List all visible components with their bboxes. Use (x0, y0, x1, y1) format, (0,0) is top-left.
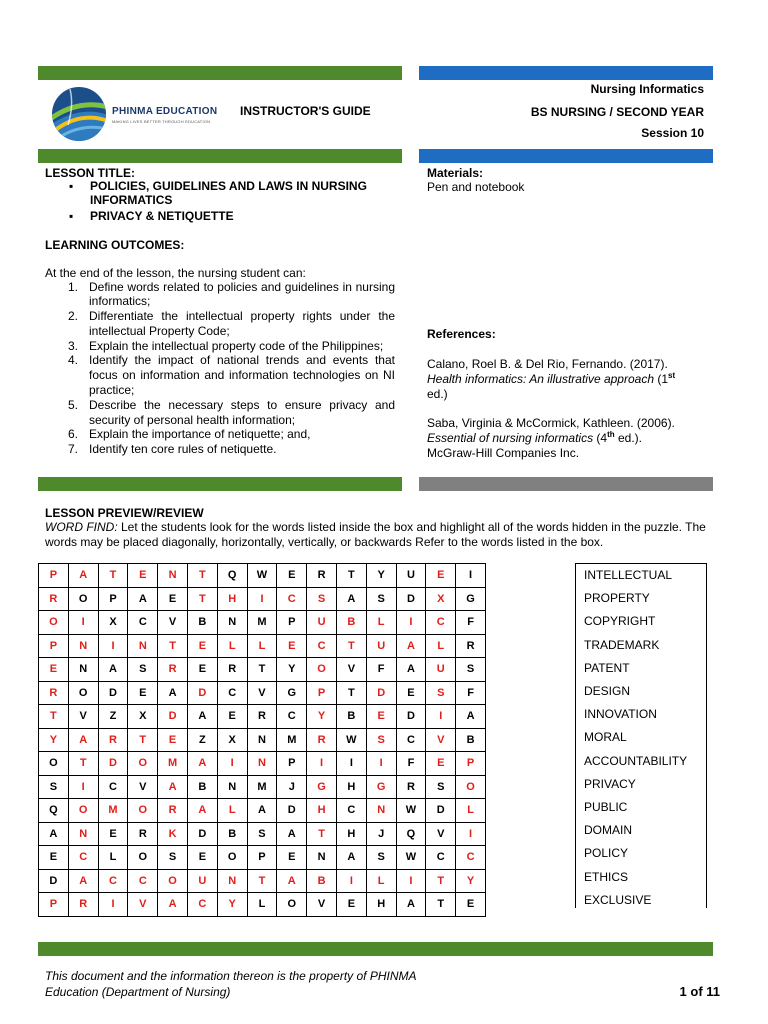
grid-cell: R (98, 728, 128, 752)
grid-cell: N (217, 611, 247, 635)
grid-cell: V (128, 893, 158, 917)
grid-cell: E (366, 705, 396, 729)
grid-cell: T (187, 587, 217, 611)
outcome-item: 2. Differentiate the intellectual property rights under the intellectual Property Code; (68, 309, 395, 338)
grid-row (39, 846, 486, 870)
grid-cell: O (68, 587, 98, 611)
grid-cell: O (128, 846, 158, 870)
grid-cell: Y (277, 658, 307, 682)
grid-cell: B (456, 728, 486, 752)
grid-cell: E (128, 564, 158, 588)
grid-row (39, 705, 486, 729)
grid-cell: I (336, 752, 366, 776)
grid-cell: E (128, 681, 158, 705)
grid-cell: C (426, 611, 456, 635)
grid-cell: I (396, 869, 426, 893)
lesson-title-label: LESSON TITLE: (45, 166, 135, 180)
grid-cell: S (366, 846, 396, 870)
grid-cell: E (277, 634, 307, 658)
grid-cell: C (217, 681, 247, 705)
grid-cell: V (426, 728, 456, 752)
lesson-bar-right (419, 149, 713, 163)
preview-section (45, 506, 717, 549)
grid-cell: I (68, 611, 98, 635)
grid-row (39, 752, 486, 776)
grid-cell: O (128, 799, 158, 823)
program-name: BS NURSING / SECOND YEAR (530, 105, 704, 119)
grid-row (39, 775, 486, 799)
grid-cell: S (366, 728, 396, 752)
grid-cell: A (277, 822, 307, 846)
grid-cell: N (68, 822, 98, 846)
grid-cell: S (158, 846, 188, 870)
grid-cell: A (128, 587, 158, 611)
grid-cell: W (396, 846, 426, 870)
grid-cell: L (456, 799, 486, 823)
grid-cell: I (336, 869, 366, 893)
grid-cell: T (247, 869, 277, 893)
grid-cell: T (187, 564, 217, 588)
grid-cell: H (217, 587, 247, 611)
grid-row (39, 893, 486, 917)
grid-cell: U (307, 611, 337, 635)
grid-cell: D (158, 705, 188, 729)
lesson-bar-left (38, 149, 402, 163)
grid-cell: E (158, 587, 188, 611)
grid-row (39, 634, 486, 658)
grid-cell: A (336, 846, 366, 870)
grid-cell: A (158, 893, 188, 917)
grid-cell: F (456, 681, 486, 705)
grid-cell: E (426, 564, 456, 588)
grid-cell: W (247, 564, 277, 588)
word-list-item: ETHICS (584, 869, 629, 884)
org-tagline: MAKING LIVES BETTER THROUGH EDUCATION (112, 119, 211, 124)
grid-cell: O (68, 681, 98, 705)
grid-cell: D (187, 681, 217, 705)
grid-cell: C (396, 728, 426, 752)
preview-bar-right (419, 477, 713, 491)
grid-cell: P (307, 681, 337, 705)
grid-cell: E (98, 822, 128, 846)
page-number: 1 of 11 (679, 984, 720, 999)
grid-cell: I (98, 634, 128, 658)
grid-cell: O (307, 658, 337, 682)
grid-cell: E (187, 846, 217, 870)
grid-cell: J (366, 822, 396, 846)
grid-cell: M (247, 611, 277, 635)
grid-cell: A (396, 634, 426, 658)
grid-cell: C (277, 587, 307, 611)
grid-cell: R (39, 587, 69, 611)
grid-cell: A (187, 799, 217, 823)
lesson-title-item: ▪ PRIVACY & NETIQUETTE (69, 209, 234, 223)
lesson-title-item: ▪ POLICIES, GUIDELINES AND LAWS IN NURSING INFORMATICS (69, 179, 367, 207)
grid-cell: H (336, 822, 366, 846)
grid-cell: I (456, 822, 486, 846)
grid-cell: F (456, 611, 486, 635)
grid-cell: P (98, 587, 128, 611)
grid-cell: C (68, 846, 98, 870)
grid-cell: E (336, 893, 366, 917)
grid-cell: U (187, 869, 217, 893)
outcomes-list (45, 280, 395, 458)
grid-cell: S (307, 587, 337, 611)
grid-cell: S (128, 658, 158, 682)
word-list-item: MORAL (584, 730, 627, 745)
grid-cell: A (456, 705, 486, 729)
grid-cell: A (158, 775, 188, 799)
header-bar-left (38, 66, 402, 80)
grid-cell: M (247, 775, 277, 799)
word-list-item: ACCOUNTABILITY (584, 753, 688, 768)
grid-cell: V (307, 893, 337, 917)
grid-cell: S (366, 587, 396, 611)
lesson-titles (45, 180, 395, 224)
outcome-item: 6. Explain the importance of netiquette; and, (68, 427, 311, 442)
outcome-item: 5. Describe the necessary steps to ensure privacy and security of personal health information; (68, 397, 395, 427)
grid-cell: I (456, 564, 486, 588)
reference-1: Calano, Roel B. & Del Rio, Fernando. (2017). Health informatics: An illustrative approach (1st ed.) (427, 357, 676, 401)
grid-cell: L (426, 634, 456, 658)
grid-cell: C (98, 869, 128, 893)
grid-cell: L (366, 611, 396, 635)
grid-cell: A (68, 728, 98, 752)
grid-cell: R (128, 822, 158, 846)
grid-cell: E (187, 634, 217, 658)
grid-cell: K (158, 822, 188, 846)
grid-cell: X (217, 728, 247, 752)
grid-cell: R (39, 681, 69, 705)
grid-cell: G (366, 775, 396, 799)
grid-cell: L (217, 799, 247, 823)
grid-cell: B (187, 611, 217, 635)
preview-instructions: WORD FIND: Let the students look for the words listed inside the box and highlight all of the words hidden in the puzzle. The words may be placed diagonally, horizontally, vertically, or backwards Refer to the words listed in the box. (45, 520, 706, 549)
outcome-item: 4. Identify the impact of national trends and events that focus on information and information technologies on NI practice; (68, 353, 395, 398)
grid-cell: V (247, 681, 277, 705)
grid-cell: N (217, 775, 247, 799)
grid-cell: D (39, 869, 69, 893)
grid-cell: Q (217, 564, 247, 588)
materials-section (427, 166, 712, 194)
grid-cell: T (39, 705, 69, 729)
word-list-item: PUBLIC (584, 800, 628, 815)
grid-cell: P (277, 611, 307, 635)
grid-cell: Z (98, 705, 128, 729)
outcomes-intro: At the end of the lesson, the nursing student can: (45, 265, 306, 280)
grid-cell: G (307, 775, 337, 799)
grid-cell: O (217, 846, 247, 870)
grid-row (39, 587, 486, 611)
grid-cell: C (128, 611, 158, 635)
grid-cell: I (396, 611, 426, 635)
grid-cell: D (396, 587, 426, 611)
grid-cell: N (247, 752, 277, 776)
grid-cell: V (68, 705, 98, 729)
grid-cell: T (128, 728, 158, 752)
grid-cell: D (277, 799, 307, 823)
grid-cell: D (187, 822, 217, 846)
word-list-item: DESIGN (584, 684, 631, 699)
grid-cell: V (426, 822, 456, 846)
word-find-grid (38, 563, 486, 917)
grid-cell: P (277, 752, 307, 776)
grid-cell: M (277, 728, 307, 752)
grid-cell: T (336, 634, 366, 658)
grid-cell: C (98, 775, 128, 799)
grid-cell: E (39, 846, 69, 870)
grid-cell: O (68, 799, 98, 823)
grid-cell: G (277, 681, 307, 705)
grid-cell: A (68, 564, 98, 588)
grid-cell: H (366, 893, 396, 917)
grid-cell: D (98, 681, 128, 705)
grid-cell: N (158, 564, 188, 588)
word-list-item: COPYRIGHT (584, 614, 656, 629)
word-list-item: POLICY (584, 846, 629, 861)
grid-cell: I (247, 587, 277, 611)
session-number: Session 10 (641, 126, 704, 140)
grid-cell: N (366, 799, 396, 823)
grid-cell: Q (39, 799, 69, 823)
grid-cell: O (158, 869, 188, 893)
grid-cell: B (217, 822, 247, 846)
grid-cell: G (456, 587, 486, 611)
grid-cell: N (68, 658, 98, 682)
grid-cell: X (426, 587, 456, 611)
grid-cell: C (456, 846, 486, 870)
grid-cell: Y (39, 728, 69, 752)
grid-cell: O (456, 775, 486, 799)
grid-cell: E (456, 893, 486, 917)
grid-cell: E (217, 705, 247, 729)
grid-row (39, 728, 486, 752)
word-list-item: INNOVATION (584, 707, 657, 722)
grid-cell: D (366, 681, 396, 705)
grid-cell: P (456, 752, 486, 776)
grid-cell: E (187, 658, 217, 682)
grid-cell: L (366, 869, 396, 893)
grid-cell: X (98, 611, 128, 635)
grid-cell: P (39, 634, 69, 658)
grid-cell: H (336, 775, 366, 799)
org-name: PHINMA EDUCATION (112, 106, 218, 117)
grid-cell: I (98, 893, 128, 917)
grid-cell: V (158, 611, 188, 635)
grid-row (39, 564, 486, 588)
grid-cell: S (426, 681, 456, 705)
grid-cell: N (128, 634, 158, 658)
preview-label: LESSON PREVIEW/REVIEW (45, 506, 204, 520)
grid-cell: S (247, 822, 277, 846)
grid-cell: A (187, 705, 217, 729)
grid-cell: O (277, 893, 307, 917)
footer-disclaimer: This document and the information thereon is the property of PHINMA Education (Department of Nursing) (45, 969, 417, 999)
grid-cell: N (247, 728, 277, 752)
grid-cell: A (158, 681, 188, 705)
grid-cell: W (396, 799, 426, 823)
grid-cell: L (217, 634, 247, 658)
grid-cell: N (68, 634, 98, 658)
grid-cell: O (39, 752, 69, 776)
grid-cell: C (426, 846, 456, 870)
grid-cell: C (277, 705, 307, 729)
grid-cell: X (128, 705, 158, 729)
grid-cell: E (158, 728, 188, 752)
grid-cell: I (217, 752, 247, 776)
grid-cell: F (396, 752, 426, 776)
grid-cell: L (247, 634, 277, 658)
grid-cell: T (247, 658, 277, 682)
reference-2: Saba, Virginia & McCormick, Kathleen. (2006). Essential of nursing informatics (4th ed.). McGraw-Hill Companies Inc. (427, 416, 675, 460)
grid-cell: R (307, 728, 337, 752)
grid-cell: L (98, 846, 128, 870)
grid-cell: W (336, 728, 366, 752)
grid-cell: Q (396, 822, 426, 846)
grid-cell: P (39, 564, 69, 588)
grid-cell: T (336, 564, 366, 588)
grid-cell: A (336, 587, 366, 611)
grid-cell: C (187, 893, 217, 917)
learning-outcomes-label: LEARNING OUTCOMES: (45, 237, 185, 252)
word-list-item: DOMAIN (584, 823, 632, 838)
grid-cell: R (456, 634, 486, 658)
grid-cell: R (247, 705, 277, 729)
grid-cell: R (217, 658, 247, 682)
word-list-item: PRIVACY (584, 776, 636, 791)
word-list-item: PROPERTY (584, 591, 650, 606)
grid-cell: I (426, 705, 456, 729)
materials-label: Materials: (427, 166, 484, 180)
grid-row (39, 658, 486, 682)
grid-cell: V (128, 775, 158, 799)
references-section (427, 327, 712, 461)
grid-cell: T (307, 822, 337, 846)
grid-cell: O (128, 752, 158, 776)
grid-cell: T (426, 893, 456, 917)
grid-cell: M (158, 752, 188, 776)
grid-cell: B (336, 705, 366, 729)
grid-cell: U (396, 564, 426, 588)
grid-cell: D (426, 799, 456, 823)
grid-row (39, 611, 486, 635)
grid-cell: N (307, 846, 337, 870)
grid-cell: C (336, 799, 366, 823)
grid-cell: H (307, 799, 337, 823)
grid-cell: E (39, 658, 69, 682)
word-list-box (575, 563, 707, 908)
grid-row (39, 799, 486, 823)
outcome-item: 1. Define words related to policies and guidelines in nursing informatics; (68, 279, 395, 309)
grid-row (39, 869, 486, 893)
grid-cell: A (247, 799, 277, 823)
grid-cell: A (98, 658, 128, 682)
grid-cell: Y (456, 869, 486, 893)
grid-cell: T (158, 634, 188, 658)
grid-cell: U (426, 658, 456, 682)
grid-cell: O (39, 611, 69, 635)
course-name: Nursing Informatics (590, 82, 704, 96)
grid-cell: B (307, 869, 337, 893)
grid-cell: P (39, 893, 69, 917)
grid-cell: A (396, 893, 426, 917)
grid-cell: S (456, 658, 486, 682)
grid-cell: A (39, 822, 69, 846)
grid-cell: Y (307, 705, 337, 729)
grid-cell: S (39, 775, 69, 799)
grid-cell: R (158, 799, 188, 823)
word-list-item: PATENT (584, 660, 630, 675)
grid-cell: E (277, 564, 307, 588)
outcome-item: 3. Explain the intellectual property code of the Philippines; (68, 338, 384, 353)
grid-cell: D (98, 752, 128, 776)
outcome-item: 7. Identify ten core rules of netiquette. (68, 442, 277, 457)
word-list-item: INTELLECTUAL (584, 568, 673, 582)
grid-cell: R (158, 658, 188, 682)
grid-cell: P (247, 846, 277, 870)
materials-text: Pen and notebook (427, 180, 525, 194)
grid-cell: U (366, 634, 396, 658)
grid-row (39, 822, 486, 846)
grid-cell: B (336, 611, 366, 635)
grid-cell: Y (366, 564, 396, 588)
references-label: References: (427, 327, 496, 341)
grid-cell: R (307, 564, 337, 588)
grid-cell: R (396, 775, 426, 799)
grid-cell: E (277, 846, 307, 870)
grid-row (39, 681, 486, 705)
grid-cell: M (98, 799, 128, 823)
grid-cell: I (307, 752, 337, 776)
word-list-item: EXCLUSIVE (584, 892, 652, 907)
guide-title: INSTRUCTOR'S GUIDE (240, 104, 371, 118)
phinma-logo-icon (50, 85, 108, 143)
word-list-item: TRADEMARK (584, 637, 660, 652)
lesson-section (45, 166, 395, 457)
preview-bar-left (38, 477, 402, 491)
grid-cell: E (396, 681, 426, 705)
grid-cell: C (307, 634, 337, 658)
grid-cell: T (336, 681, 366, 705)
grid-cell: Z (187, 728, 217, 752)
grid-cell: V (336, 658, 366, 682)
grid-cell: A (277, 869, 307, 893)
grid-cell: F (366, 658, 396, 682)
grid-cell: J (277, 775, 307, 799)
grid-cell: D (396, 705, 426, 729)
header-bar-right (419, 66, 713, 80)
grid-cell: I (366, 752, 396, 776)
grid-cell: Y (217, 893, 247, 917)
grid-cell: T (98, 564, 128, 588)
grid-cell: I (68, 775, 98, 799)
grid-cell: A (396, 658, 426, 682)
grid-cell: L (247, 893, 277, 917)
grid-cell: T (426, 869, 456, 893)
grid-cell: A (68, 869, 98, 893)
grid-cell: S (426, 775, 456, 799)
grid-cell: T (68, 752, 98, 776)
grid-cell: C (128, 869, 158, 893)
grid-cell: R (68, 893, 98, 917)
grid-cell: E (426, 752, 456, 776)
grid-cell: B (187, 775, 217, 799)
grid-cell: A (187, 752, 217, 776)
footer-bar (38, 942, 713, 956)
grid-cell: N (217, 869, 247, 893)
